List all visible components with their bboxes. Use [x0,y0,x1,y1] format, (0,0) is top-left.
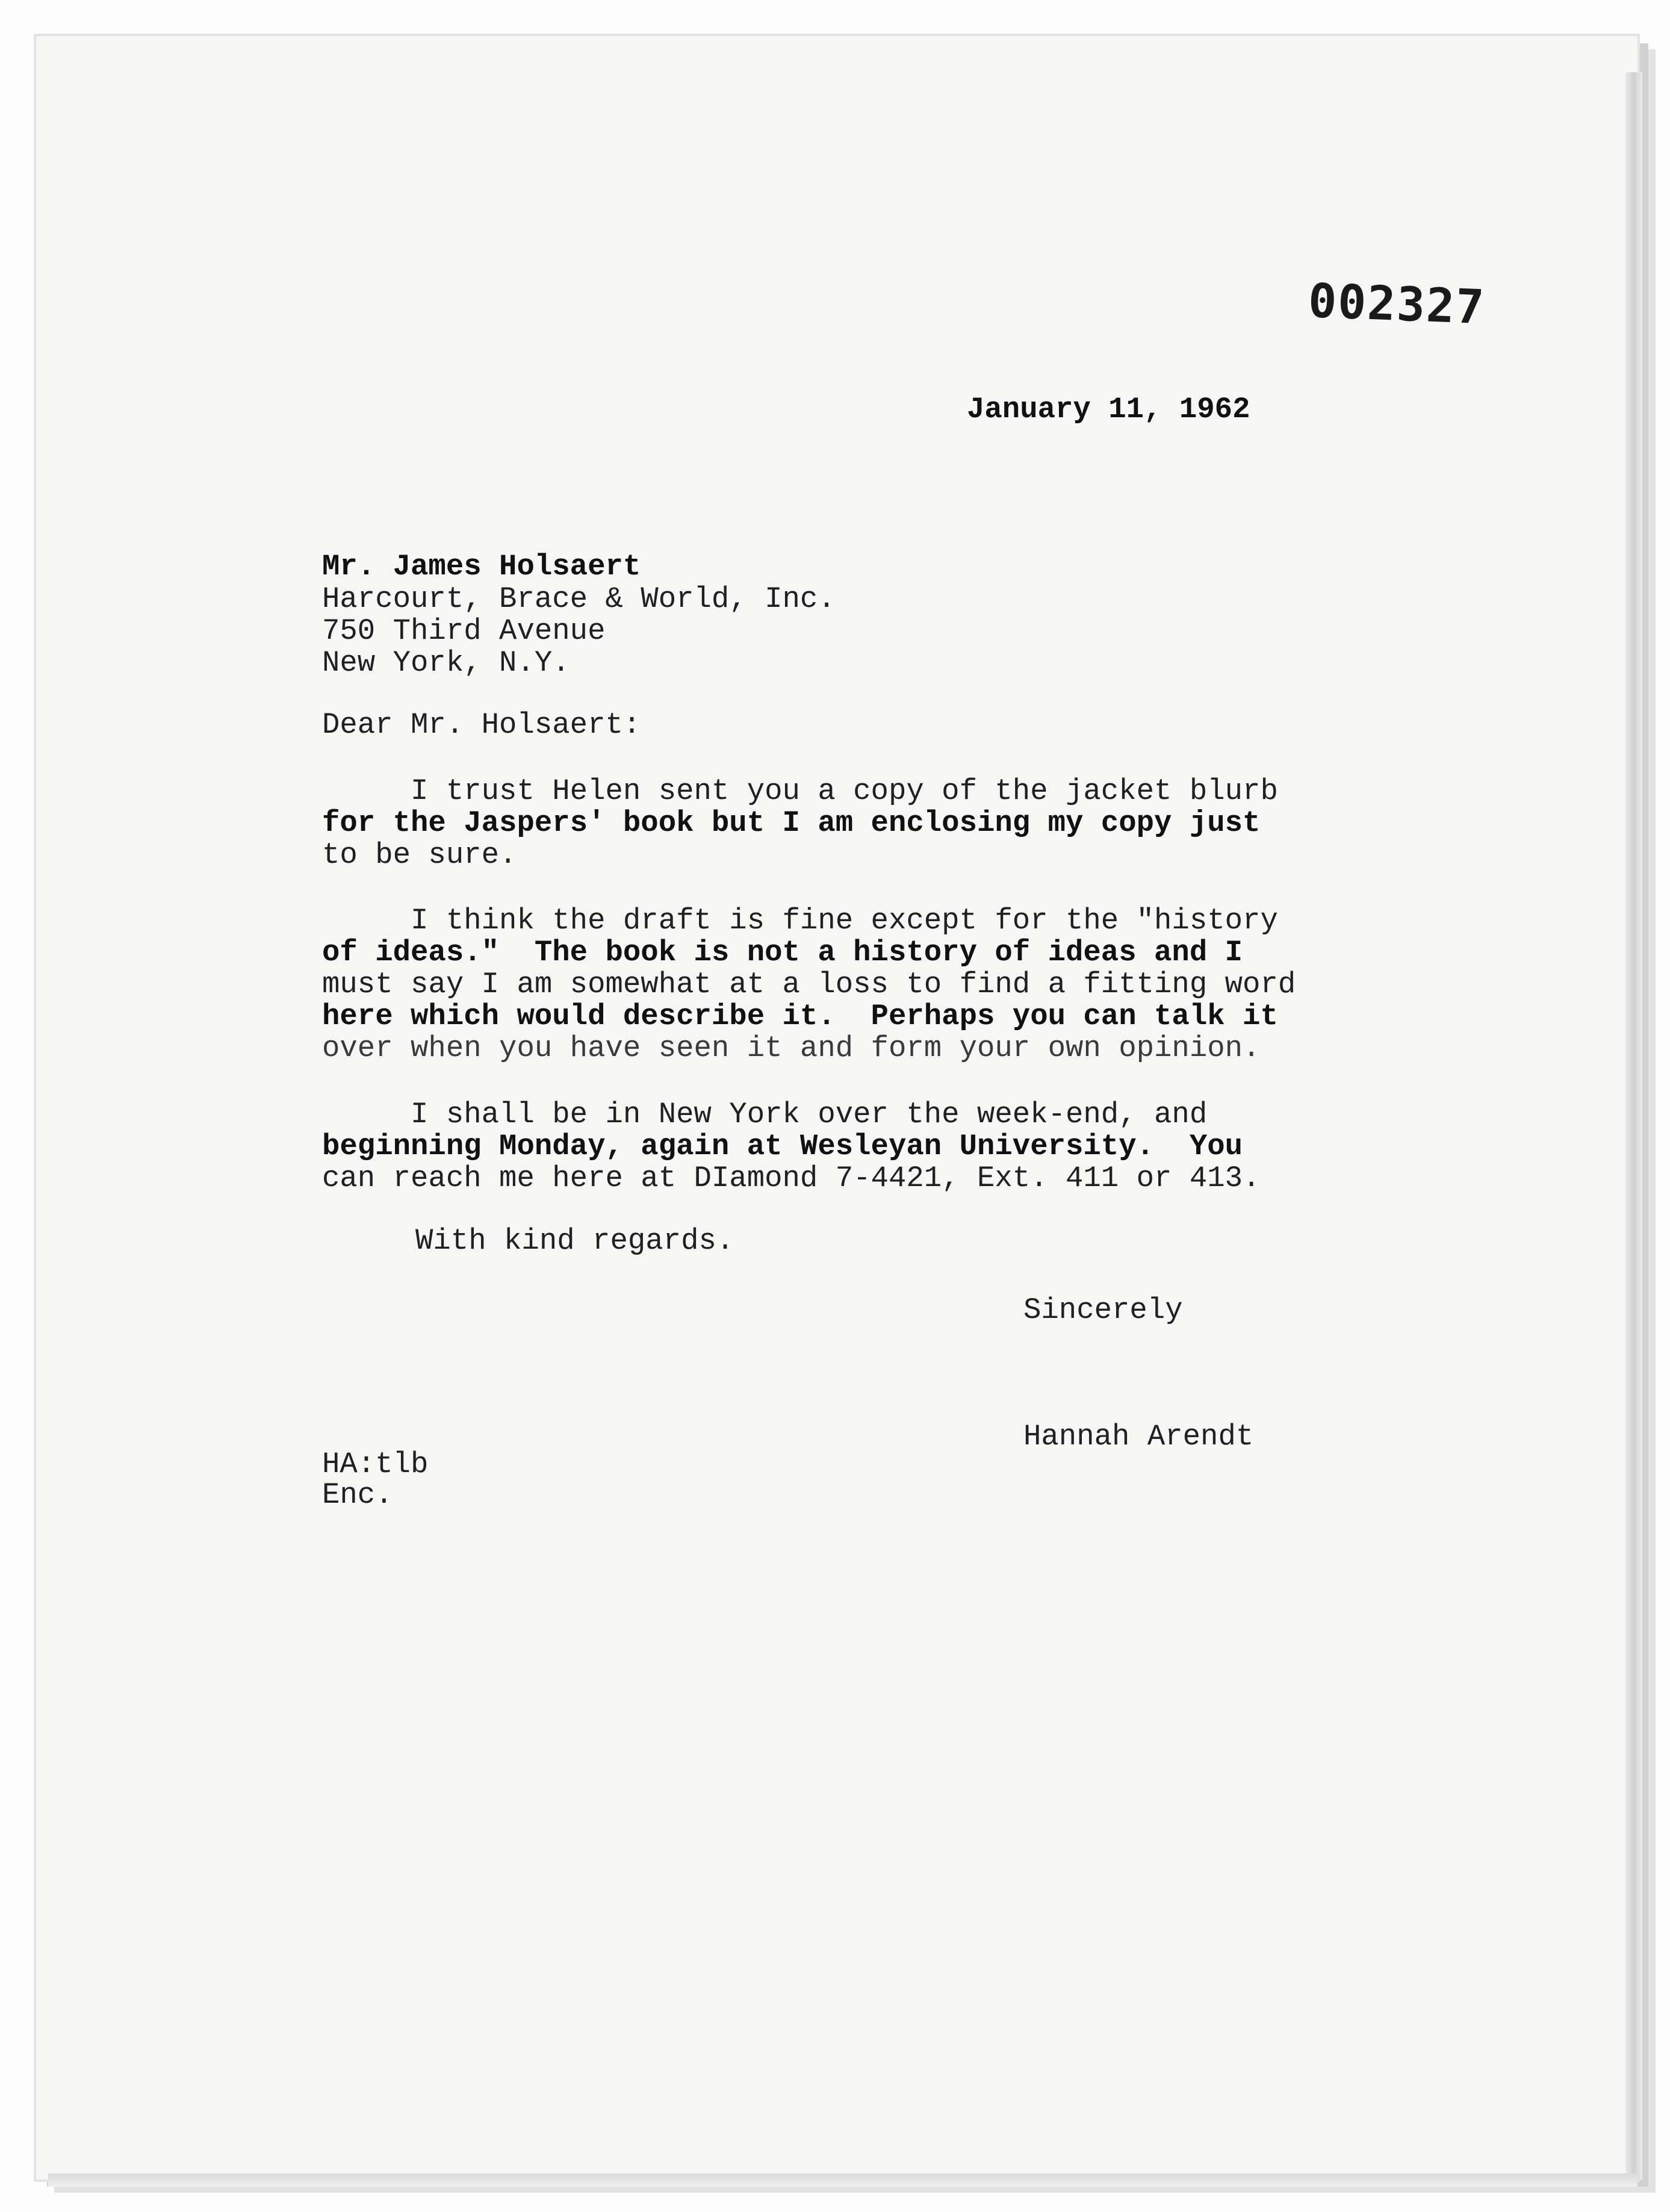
body-paragraph-2 [322,904,1296,1113]
closing: Sincerely [1023,1293,1183,1327]
sheet-edge-bottom [48,2173,1637,2187]
body-line: must say I am somewhat at a loss to find a fitting word [322,968,1296,1001]
body-line: here which would describe it. Perhaps you can talk it [322,999,1278,1033]
archive-number-stamp: 002327 [1307,274,1486,335]
body-line: I shall be in New York over the week-end, and [322,1098,1208,1131]
body-line: I think the draft is fine except for the "history [322,904,1278,937]
body-line: beginning Monday, again at Wesleyan University. You [322,1129,1243,1163]
sheet-edge-right [1625,72,1642,2179]
body-line: to be sure. [322,838,517,872]
salutation: Dear Mr. Holsaert: [322,708,641,742]
body-line: I trust Helen sent you a copy of the jacket blurb [322,774,1278,808]
body-line: of ideas." The book is not a history of ideas and I [322,936,1243,969]
enclosure-note: Enc. [322,1478,393,1512]
recipient-company: Harcourt, Brace & World, Inc. [322,582,836,616]
closing-regards: With kind regards. [415,1224,734,1258]
body-line: can reach me here at DIamond 7-4421, Ext. 411 or 413. [322,1161,1261,1195]
recipient-street: 750 Third Avenue [322,614,606,648]
reference-initials: HA:tlb [322,1447,429,1481]
body-line: for the Jaspers' book but I am enclosing my copy just [322,806,1261,840]
recipient-name: Mr. James Holsaert [322,550,641,583]
body-line: over when you have seen it and form your own opinion. [322,1031,1261,1065]
signature-name: Hannah Arendt [1023,1420,1254,1453]
letter-date: January 11, 1962 [967,393,1250,426]
recipient-city: New York, N.Y. [322,646,570,680]
